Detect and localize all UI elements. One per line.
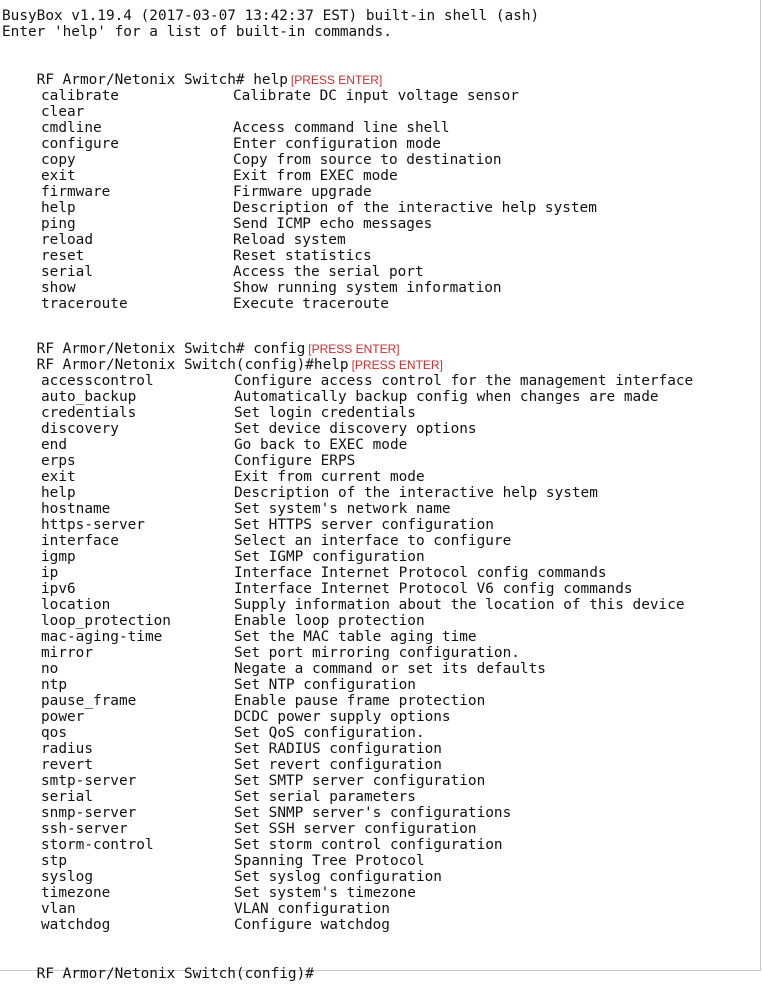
command-name: watchdog [41,917,111,933]
command-name: help [41,485,76,501]
help-list-item [0,821,760,837]
command-name: serial [41,264,93,280]
help-list-item [0,901,760,917]
command-description: Enable pause frame protection [234,693,486,709]
help-list-item [0,437,760,453]
press-enter-note: [PRESS ENTER] [290,73,383,87]
command-name: mirror [41,645,93,661]
help-list-item [0,645,760,661]
command-name: credentials [41,405,137,421]
help-list-item [0,837,760,853]
help-list-item [0,709,760,725]
command-name: accesscontrol [41,373,154,389]
command-description: Access command line shell [233,120,450,136]
help-list-item [0,469,760,485]
help-list-item [0,677,760,693]
command-name: copy [41,152,76,168]
command-description: Set SSH server configuration [234,821,477,837]
command-name: cmdline [41,120,102,136]
command-description: Reset statistics [233,248,372,264]
command-name: https-server [41,517,145,533]
help-list-item [0,264,760,280]
help-list-item [0,104,760,120]
command-description: Set QoS configuration. [234,725,425,741]
typed-command: config [253,341,306,357]
command-description: Show running system information [233,280,502,296]
press-enter-note: [PRESS ENTER] [308,342,400,356]
command-description: Set system's network name [234,501,451,517]
help-list-item [0,389,760,405]
command-description: Calibrate DC input voltage sensor [233,88,519,104]
command-name: traceroute [41,296,128,312]
command-name: snmp-server [41,805,137,821]
help-list-item [0,405,760,421]
command-description: Interface Internet Protocol config commands [234,565,607,581]
command-description: Reload system [233,232,346,248]
help-list-item [0,869,760,885]
help-list-item [0,789,760,805]
command-name: ping [41,216,76,232]
help-list-item [0,741,760,757]
help-list-item [0,517,760,533]
command-name: end [41,437,67,453]
help-list-item [0,200,760,216]
command-description: Set serial parameters [234,789,416,805]
command-name: smtp-server [41,773,137,789]
command-description: Configure watchdog [234,917,390,933]
command-description: Set revert configuration [234,757,442,773]
prompt-text: RF Armor/Netonix Switch# [36,72,245,88]
command-description: Set SMTP server configuration [234,773,486,789]
command-description: Set HTTPS server configuration [234,517,494,533]
command-name: clear [41,104,85,120]
command-name: syslog [41,869,93,885]
prompt-line-3 [2,341,443,373]
help-list-item [0,120,760,136]
prompt-line-1 [2,56,383,88]
help-list-item [0,168,760,184]
command-name: no [41,661,59,677]
help-list-item [0,88,760,104]
help-list-item [0,773,760,789]
command-name: ssh-server [41,821,128,837]
help-list-item [0,597,760,613]
prompt-text: RF Armor/Netonix Switch# [36,341,245,357]
command-description: Set the MAC table aging time [234,629,477,645]
command-description: Set device discovery options [234,421,477,437]
command-name: power [41,709,85,725]
command-description: Exit from current mode [234,469,425,485]
final-prompt-line[interactable] [2,950,314,982]
command-name: reset [41,248,85,264]
command-description: Select an interface to configure [234,533,512,549]
command-description: Set RADIUS configuration [234,741,442,757]
command-name: revert [41,757,93,773]
typed-command: help [313,357,349,373]
command-description: Spanning Tree Protocol [234,853,425,869]
command-name: mac-aging-time [41,629,163,645]
command-description: Set SNMP server's configurations [234,805,512,821]
help-list-item [0,152,760,168]
command-name: timezone [41,885,111,901]
help-list-item [0,917,760,933]
help-list-item [0,232,760,248]
command-name: loop_protection [41,613,171,629]
help-list-item [0,501,760,517]
command-name: pause_frame [41,693,137,709]
command-description: Set system's timezone [234,885,416,901]
command-description: Firmware upgrade [233,184,372,200]
command-description: Set login credentials [234,405,416,421]
command-name: radius [41,741,93,757]
help-list-item [0,565,760,581]
help-list-item [0,581,760,597]
command-name: calibrate [41,88,119,104]
prompt-text: RF Armor/Netonix Switch(config)# [36,966,314,982]
help-list-item [0,629,760,645]
command-name: discovery [41,421,119,437]
command-name: interface [41,533,119,549]
help-list-item [0,693,760,709]
help-list-item [0,248,760,264]
banner-line-2: Enter 'help' for a list of built-in commands. [2,24,392,40]
command-description: Enable loop protection [234,613,425,629]
command-name: ipv6 [41,581,76,597]
command-description: Enter configuration mode [233,136,441,152]
command-name: configure [41,136,119,152]
command-description: Configure ERPS [234,453,356,469]
command-name: qos [41,725,67,741]
help-list-item [0,725,760,741]
help-list-item [0,533,760,549]
command-description: Description of the interactive help system [233,200,597,216]
help-list-item [0,757,760,773]
typed-command: help [253,72,288,88]
help-list-item [0,453,760,469]
press-enter-note: [PRESS ENTER] [351,358,443,372]
command-name: vlan [41,901,76,917]
command-name: show [41,280,76,296]
command-description: Send ICMP echo messages [233,216,433,232]
help-list-item [0,136,760,152]
command-name: help [41,200,76,216]
command-name: igmp [41,549,76,565]
command-name: serial [41,789,93,805]
command-description: Execute traceroute [233,296,389,312]
prompt-text: RF Armor/Netonix Switch(config)# [36,357,314,373]
command-name: hostname [41,501,111,517]
command-name: erps [41,453,76,469]
help-list-item [0,216,760,232]
help-list-item [0,373,760,389]
command-description: Interface Internet Protocol V6 config commands [234,581,633,597]
command-description: Set storm control configuration [234,837,503,853]
command-name: stp [41,853,67,869]
command-description: Configure access control for the management interface [234,373,694,389]
command-name: reload [41,232,93,248]
command-description: VLAN configuration [234,901,390,917]
command-description: Access the serial port [233,264,424,280]
command-description: DCDC power supply options [234,709,451,725]
command-name: exit [41,168,76,184]
command-description: Set IGMP configuration [234,549,425,565]
banner-line-1: BusyBox v1.19.4 (2017-03-07 13:42:37 EST) built-in shell (ash) [2,8,540,24]
help-list-item [0,485,760,501]
command-name: auto_backup [41,389,137,405]
command-description: Supply information about the location of this device [234,597,685,613]
help-list-item [0,280,760,296]
command-description: Go back to EXEC mode [234,437,408,453]
help-list-item [0,613,760,629]
command-name: location [41,597,111,613]
command-name: storm-control [41,837,154,853]
help-list-item [0,885,760,901]
command-name: exit [41,469,76,485]
command-description: Set syslog configuration [234,869,442,885]
help-list-item [0,549,760,565]
help-list-item [0,661,760,677]
help-list-item [0,421,760,437]
command-name: ip [41,565,59,581]
command-name: firmware [41,184,111,200]
help-list-item [0,853,760,869]
command-description: Negate a command or set its defaults [234,661,546,677]
command-description: Set NTP configuration [234,677,416,693]
prompt-line-2 [2,325,400,357]
command-description: Copy from source to destination [233,152,502,168]
help-list-item [0,184,760,200]
command-name: ntp [41,677,67,693]
command-description: Description of the interactive help system [234,485,598,501]
command-description: Automatically backup config when changes are made [234,389,659,405]
command-description: Set port mirroring configuration. [234,645,520,661]
command-description: Exit from EXEC mode [233,168,398,184]
help-list-item [0,296,760,312]
help-list-item [0,805,760,821]
